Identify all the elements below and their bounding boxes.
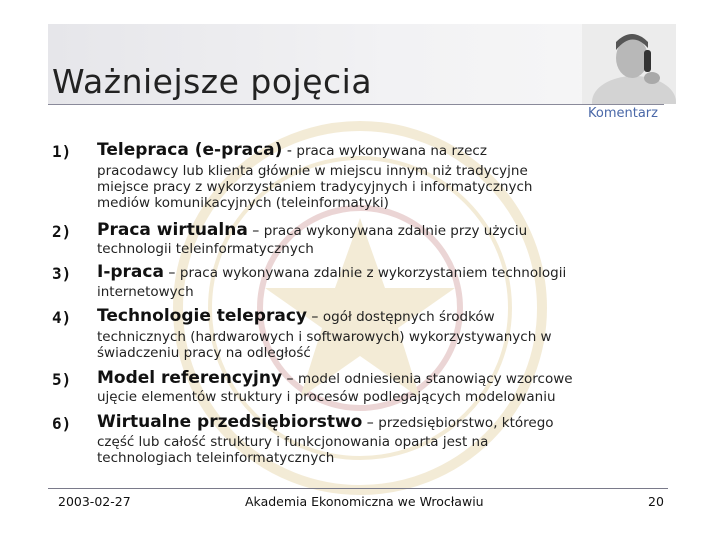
item-number: 6) — [52, 414, 72, 433]
item-heading — [97, 142, 672, 159]
footer-institution: Akademia Ekonomiczna we Wrocławiu — [245, 494, 484, 509]
item-term: Wirtualne przedsiębiorstwo — [97, 412, 363, 432]
item-separator: - — [282, 143, 297, 159]
item-separator: – — [306, 309, 323, 325]
item-continuation: miejsce pracy z wykorzystaniem tradycyjnych i informatycznych — [97, 179, 533, 195]
item-term: Model referencyjny — [97, 368, 283, 388]
item-number: 2) — [52, 222, 72, 241]
item-heading — [97, 414, 672, 431]
item-continuation: technologii teleinformatycznych — [97, 241, 314, 257]
item-term: Technologie telepracy — [97, 306, 307, 326]
item-description: model odniesienia stanowiący wzorcowe — [297, 371, 573, 387]
item-number: 1) — [52, 142, 72, 161]
item-description: ogół dostępnych środków — [322, 309, 495, 325]
item-heading — [97, 308, 672, 325]
item-term: I-praca — [97, 262, 164, 282]
item-term: Telepraca (e-praca) — [97, 140, 283, 160]
item-number: 5) — [52, 370, 72, 389]
item-heading — [97, 222, 672, 239]
item-separator: – — [282, 371, 298, 387]
item-separator: – — [247, 223, 264, 239]
comment-link[interactable]: Komentarz — [588, 106, 658, 121]
item-continuation: internetowych — [97, 284, 194, 300]
item-term: Praca wirtualna — [97, 220, 248, 240]
item-continuation: technologiach teleinformatycznych — [97, 450, 335, 466]
item-description: przedsiębiorstwo, którego — [378, 415, 554, 431]
item-separator: – — [362, 415, 379, 431]
item-heading — [97, 370, 672, 387]
item-number: 3) — [52, 264, 72, 283]
footer-date: 2003-02-27 — [58, 494, 131, 509]
title-divider — [48, 104, 664, 105]
item-description: praca wykonywana zdalnie z wykorzystaniem technologii — [179, 265, 567, 281]
item-heading — [97, 264, 672, 281]
page-number: 20 — [648, 494, 664, 509]
item-continuation: ujęcie elementów struktury i procesów podlegających modelowaniu — [97, 389, 556, 405]
item-continuation: część lub całość struktury i funkcjonowania oparta jest na — [97, 434, 489, 450]
item-separator: – — [163, 265, 180, 281]
item-description: praca wykonywana na rzecz — [296, 143, 487, 159]
item-continuation: świadczeniu pracy na odległość — [97, 345, 311, 361]
item-continuation: technicznych (hardwarowych i softwarowych) wykorzystywanych w — [97, 329, 552, 345]
item-continuation: pracodawcy lub klienta głównie w miejscu innym niż tradycyjne — [97, 163, 528, 179]
header-photo — [582, 24, 676, 104]
footer-divider — [48, 488, 668, 489]
page-title: Ważniejsze pojęcia — [52, 62, 373, 101]
item-number: 4) — [52, 308, 72, 327]
item-description: praca wykonywana zdalnie przy użyciu — [263, 223, 528, 239]
item-continuation: mediów komunikacyjnych (teleinformatyki) — [97, 195, 389, 211]
